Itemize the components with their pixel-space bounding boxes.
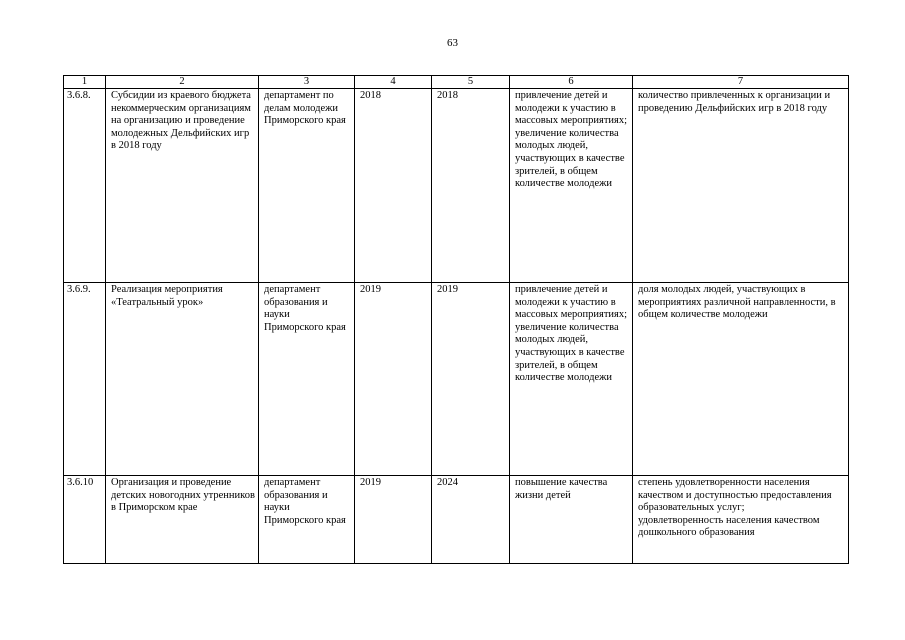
item-end-year: 2024: [432, 476, 510, 564]
item-executor: департамент образования и науки Приморского края: [259, 283, 355, 476]
item-name: Реализация мероприятия «Театральный урок»: [106, 283, 259, 476]
item-number: 3.6.8.: [64, 89, 106, 283]
header-row: [64, 76, 849, 89]
column-header: 1: [64, 76, 106, 89]
table-row: [64, 283, 849, 476]
item-start-year: 2019: [355, 283, 432, 476]
item-end-year: 2018: [432, 89, 510, 283]
column-header: 2: [106, 76, 259, 89]
column-header: 5: [432, 76, 510, 89]
item-name: Организация и проведение детских новогодних утренников в Приморском крае: [106, 476, 259, 564]
item-result: повышение качества жизни детей: [510, 476, 633, 564]
item-executor: департамент по делам молодежи Приморского края: [259, 89, 355, 283]
item-indicator: степень удовлетворенности населения качеством и доступностью предоставления образовательных услуг; удовлетворенность населения качеством дошкольного образования: [633, 476, 849, 564]
page-number: 63: [447, 37, 458, 49]
table-row: [64, 476, 849, 564]
item-number: 3.6.9.: [64, 283, 106, 476]
item-number: 3.6.10: [64, 476, 106, 564]
item-result: привлечение детей и молодежи к участию в массовых мероприятиях; увеличение количества молодых людей, участвующих в качестве зрителей, в общем количестве молодежи: [510, 283, 633, 476]
item-indicator: количество привлеченных к организации и проведению Дельфийских игр в 2018 году: [633, 89, 849, 283]
column-header: 4: [355, 76, 432, 89]
table-row: [64, 89, 849, 283]
item-result: привлечение детей и молодежи к участию в массовых мероприятиях; увеличение количества молодых людей, участвующих в качестве зрителей, в общем количестве молодежи: [510, 89, 633, 283]
column-header: 7: [633, 76, 849, 89]
item-start-year: 2018: [355, 89, 432, 283]
column-header: 3: [259, 76, 355, 89]
item-executor: департамент образования и науки Приморского края: [259, 476, 355, 564]
column-header: 6: [510, 76, 633, 89]
item-name: Субсидии из краевого бюджета некоммерческим организациям на организацию и проведение молодежных Дельфийских игр в 2018 году: [106, 89, 259, 283]
item-indicator: доля молодых людей, участвующих в мероприятиях различной направленности, в общем количестве молодежи: [633, 283, 849, 476]
program-activities-table: [63, 75, 849, 564]
item-start-year: 2019: [355, 476, 432, 564]
item-end-year: 2019: [432, 283, 510, 476]
